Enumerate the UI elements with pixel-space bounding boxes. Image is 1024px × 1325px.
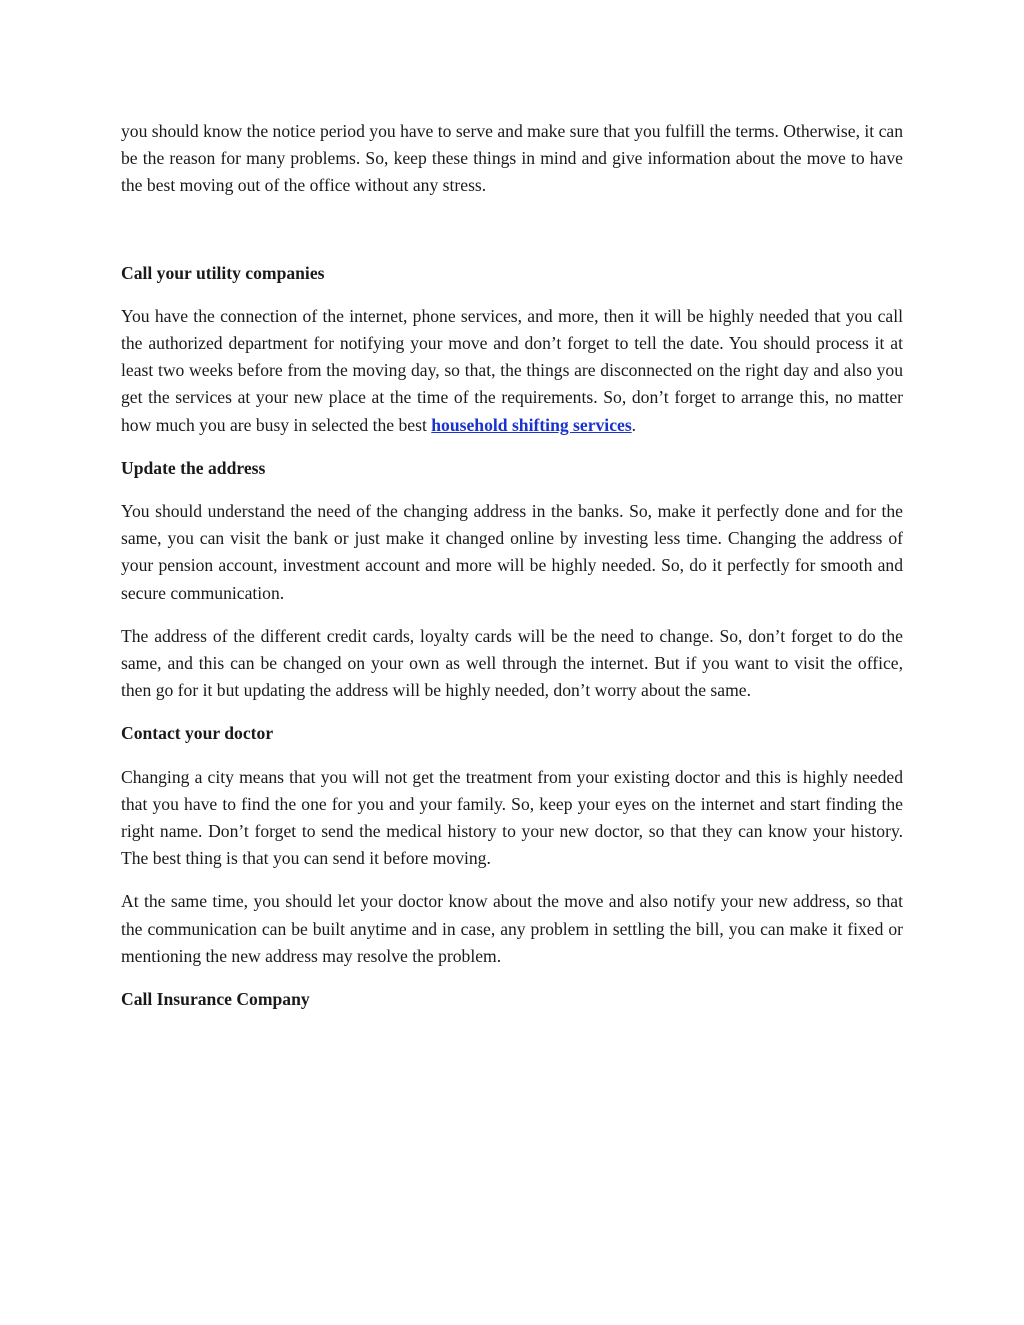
address-paragraph-2: The address of the different credit cards, loyalty cards will be the need to change. So, don’t forget to do the same, and this can be changed on your own as well through the internet. But if you want to visit the office, then go for it but updating the address will be highly needed, don’t worry about the same.: [121, 625, 903, 701]
address-paragraph-1: You should understand the need of the changing address in the banks. So, make it perfectly done and for the same, you can visit the bank or just make it changed online by investing less time. Changing the address of your pension account, investment account and more will be highly needed. So, do it perfectly for smooth and secure communication.: [121, 501, 903, 603]
heading-update-address: Update the address: [121, 457, 266, 478]
doctor-paragraph-1: Changing a city means that you will not get the treatment from your existing doctor and this is highly needed that you have to find the one for you and your family. So, keep your eyes on the internet and start finding the right name. Don’t forget to send the medical history to your new doctor, so that they can know your history. The best thing is that you can send it before moving.: [121, 766, 903, 869]
heading-utility-companies: Call your utility companies: [121, 262, 325, 283]
intro-paragraph: you should know the notice period you have to serve and make sure that you fulfill the terms. Otherwise, it can be the reason for many problems. So, keep these things in mind and give information about the move to have the best moving out of the office without any stress.: [121, 121, 903, 196]
utility-text: You have the connection of the internet, phone services, and more, then it will be highly needed that you call the authorized department for notifying your move and don’t forget to tell the date. You should process it at least two weeks before from the moving day, so that, the things are disconnected on the right day and also you get the services at your new place at the time of the requirements. So, don’t forget to arrange this, no matter how much you are busy in selected the best: [121, 305, 903, 435]
heading-contact-doctor: Contact your doctor: [121, 723, 274, 744]
section-spacer: [121, 216, 903, 260]
document-page: [121, 118, 903, 1029]
doctor-paragraph-2: At the same time, you should let your doctor know about the move and also notify your new address, so that the communication can be built anytime and in case, any problem in settling the bill, you can make it fixed or mentioning the new address may resolve the problem.: [121, 891, 903, 966]
utility-paragraph: [121, 303, 903, 439]
utility-text-end: .: [631, 414, 637, 435]
household-shifting-services-link[interactable]: household shifting services: [431, 414, 632, 435]
heading-call-insurance: Call Insurance Company: [121, 989, 310, 1010]
